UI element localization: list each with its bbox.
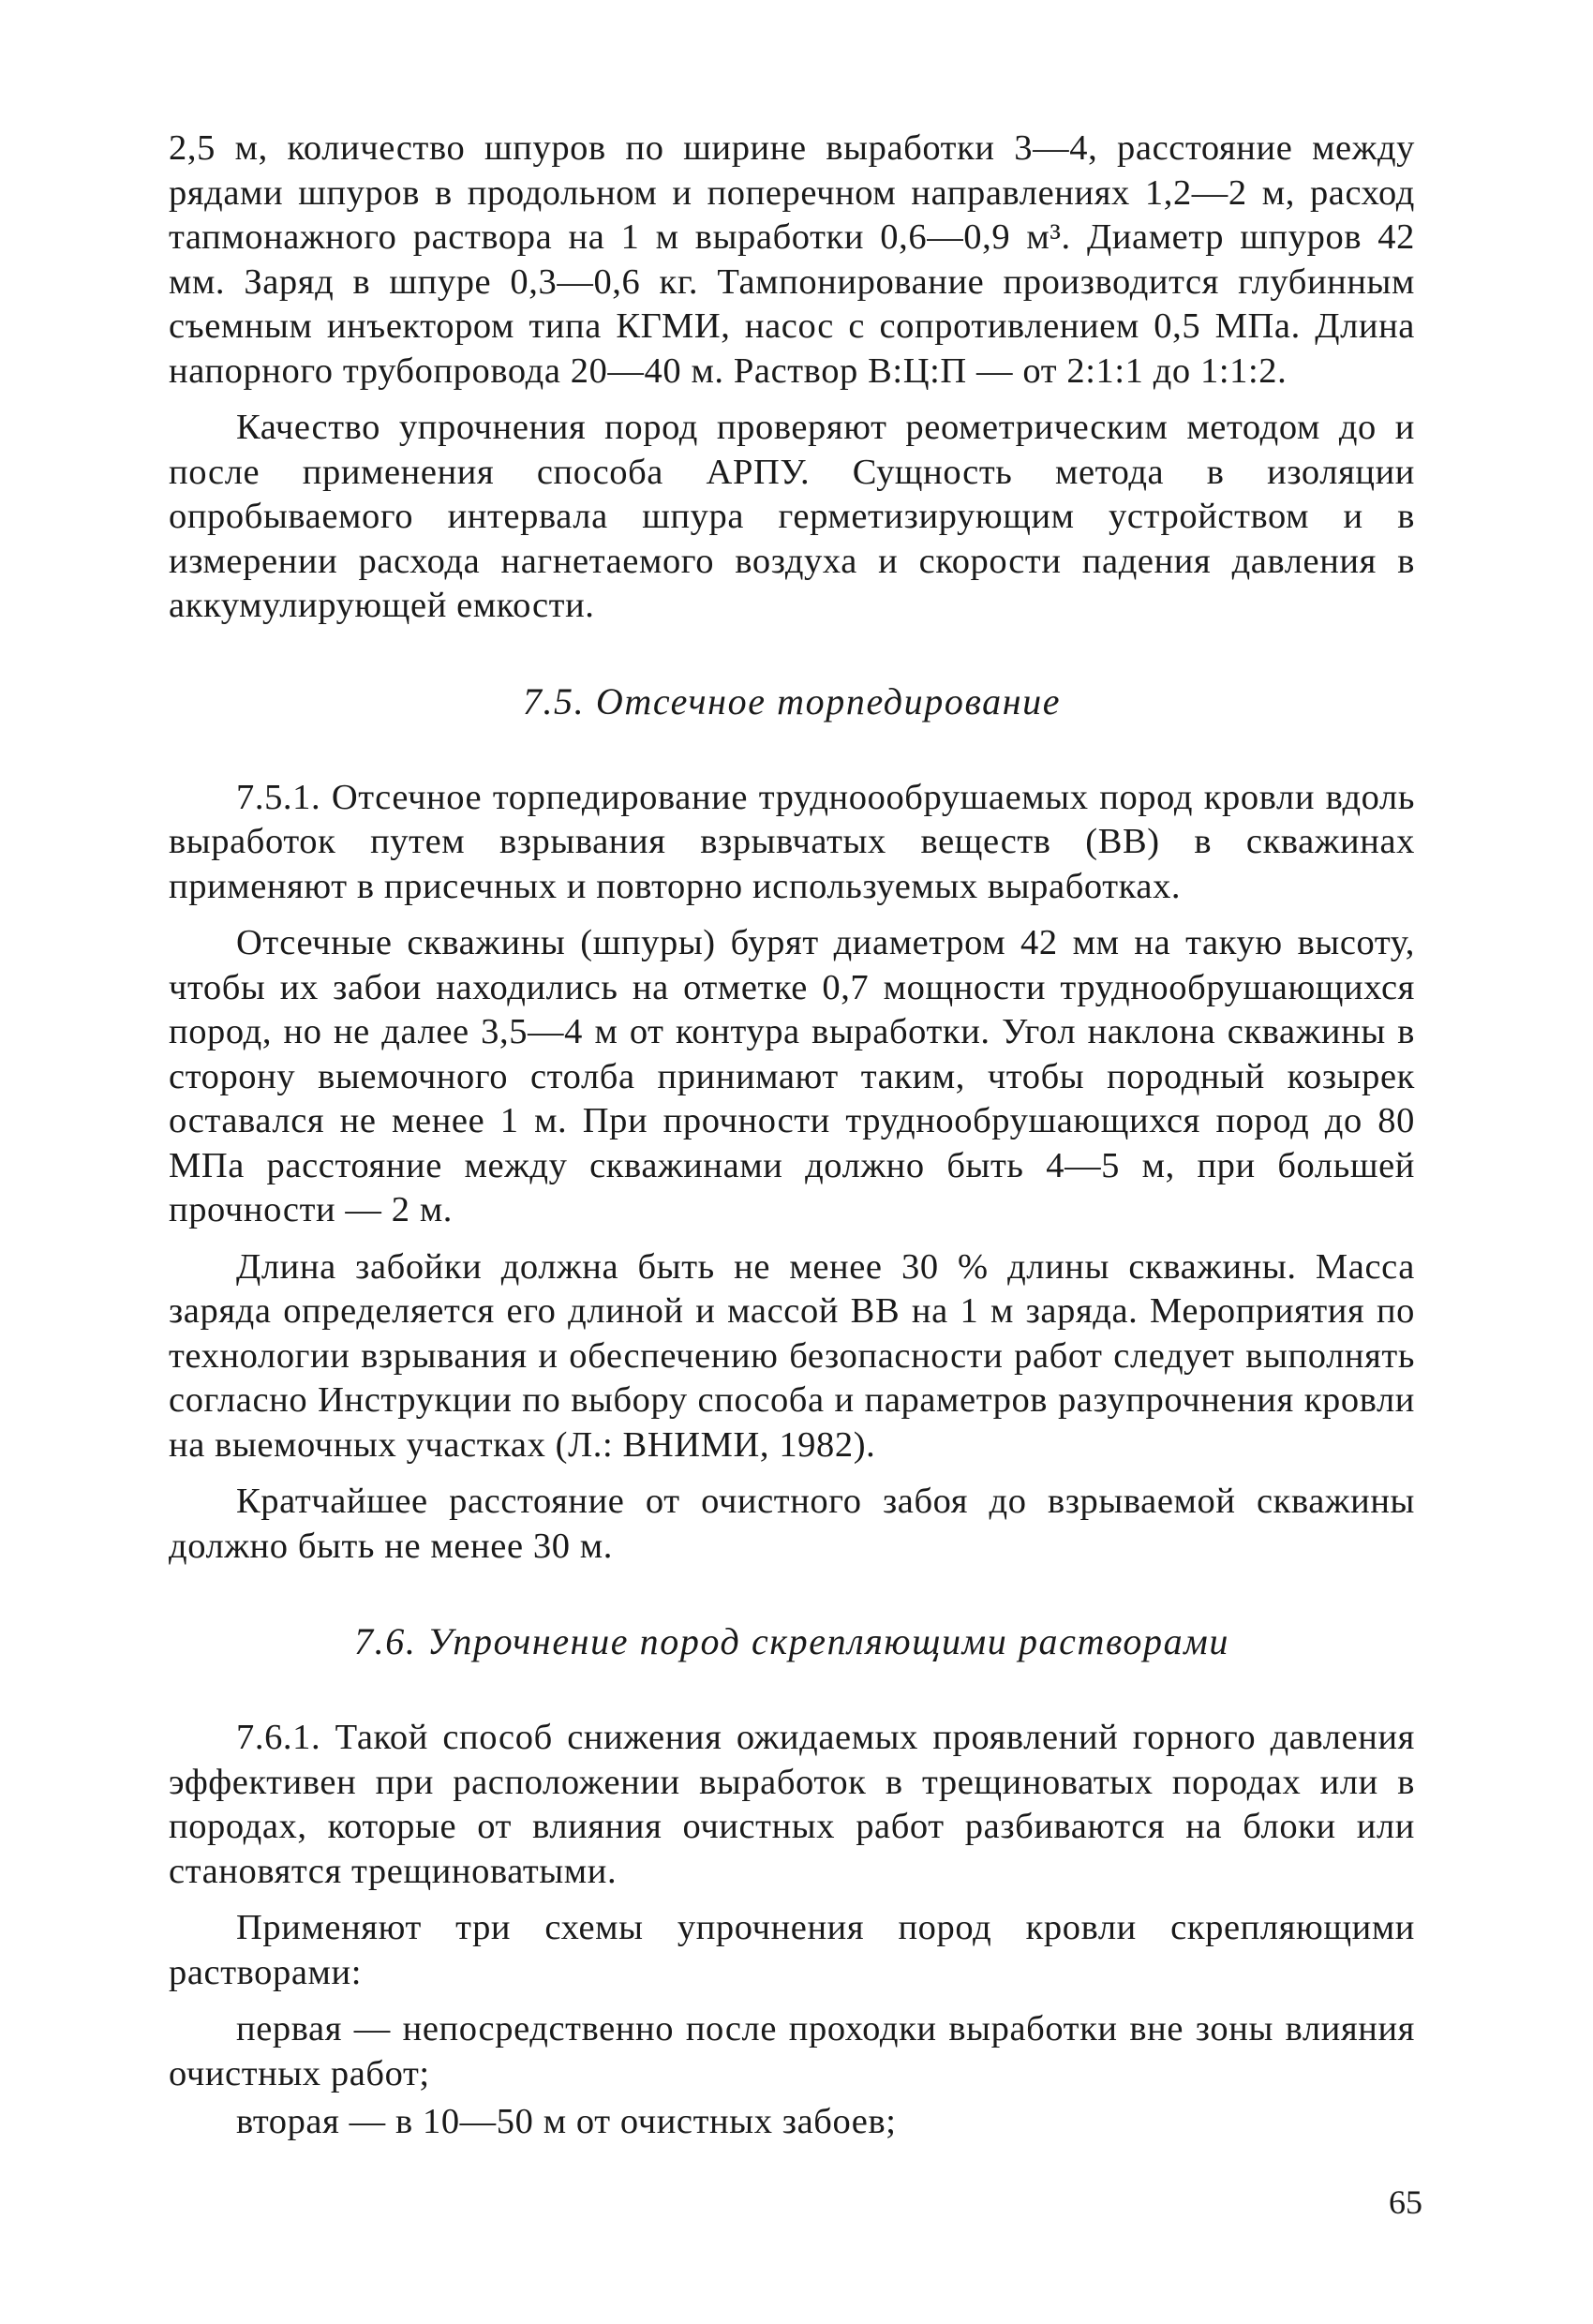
paragraph-distance: Кратчайшее расстояние от очистного забоя до взрываемой скважины должно быть не менее 30 м. (169, 1482, 1415, 1566)
paragraph-continued: 2,5 м, количество шпуров по ширине выработки 3—4, расстояние между рядами шпуров в продольном и поперечном направлениях 1,2—2 м, расход тапмонажного раствора на 1 м выработки 0,6—0,9 м³. Диаметр шпуров 42 мм. Заряд в шпуре 0,3—0,6 кг. Тампонирование производится глубинным съемным инъектором типа КГМИ, насос с сопротивлением 0,5 МПа. Длина напорного трубопровода 20—40 м. Раствор В:Ц:П — от 2:1:1 до 1:1:2. (169, 128, 1415, 391)
paragraph-three-schemes: Применяют три схемы упрочнения пород кровли скрепляющими растворами: (169, 1908, 1415, 1992)
paragraph-boreholes: Отсечные скважины (шпуры) бурят диаметром 42 мм на такую высоту, чтобы их забои находились на отметке 0,7 мощности труднообрушающихся пород, но не далее 3,5—4 м от контура выработки. Угол наклона скважины в сторону выемочного столба принимают таким, чтобы породный козырек оставался не менее 1 м. При прочности труднообрушающихся пород до 80 МПа расстояние между скважинами должно быть 4—5 м, при большей прочности — 2 м. (169, 923, 1415, 1229)
list-item-second-scheme: вторая — в 10—50 м от очистных забоев; (236, 2102, 897, 2141)
text-column (169, 127, 1415, 2157)
list-item-first-scheme: первая — непосредственно после проходки выработки вне зоны влияния очистных работ; (169, 2009, 1415, 2093)
paragraph-7-5-1: 7.5.1. Отсечное торпедирование трудноообрушаемых пород кровли вдоль выработок путем взрывания взрывчатых веществ (ВВ) в скважинах применяют в присечных и повторно используемых выработках. (169, 777, 1415, 906)
paragraph-quality-check: Качество упрочнения пород проверяют реометрическим методом до и после применения способа АРПУ. Сущность метода в изоляции опробываемого интервала шпура герметизирующим устройством и в измерении расхода нагнетаемого воздуха и скорости падения давления в аккумулирующей емкости. (169, 408, 1415, 625)
section-heading-7-6: 7.6. Упрочнение пород скрепляющими растворами (354, 1620, 1229, 1662)
paragraph-7-6-1: 7.6.1. Такой способ снижения ожидаемых проявлений горного давления эффективен при расположении выработок в трещиноватых породах или в породах, которые от влияния очистных работ разбиваются на блоки или становятся трещиноватыми. (169, 1718, 1415, 1891)
paragraph-stemming: Длина забойки должна быть не менее 30 % длины скважины. Масса заряда определяется его длиной и массой ВВ на 1 м заряда. Мероприятия по технологии взрывания и обеспечению безопасности работ следует выполнять согласно Инструкции по выбору способа и параметров разупрочнения кровли на выемочных участках (Л.: ВНИМИ, 1982). (169, 1246, 1415, 1465)
section-heading-7-5: 7.5. Отсечное торпедирование (522, 679, 1062, 723)
page-number: 65 (1389, 2183, 1422, 2221)
